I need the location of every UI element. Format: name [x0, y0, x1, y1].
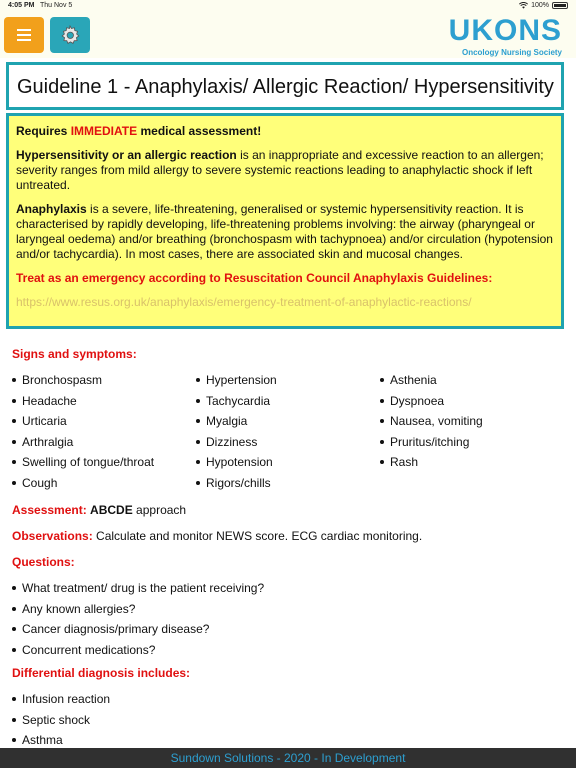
- list-item: Rash: [380, 454, 564, 475]
- questions-list: [12, 580, 564, 662]
- differential-heading: Differential diagnosis includes:: [12, 666, 191, 680]
- ukons-logo: [442, 16, 562, 56]
- list-item: Headache: [12, 393, 196, 414]
- list-item: Urticaria: [12, 413, 196, 434]
- signs-col-1: [12, 372, 196, 495]
- status-time: 4:05 PM: [8, 2, 35, 9]
- list-item: Dizziness: [196, 434, 380, 455]
- treat-emergency-text: Treat as an emergency according to Resuscitation Council Anaphylaxis Guidelines:: [16, 271, 493, 285]
- hypersensitivity-definition: [16, 148, 555, 193]
- info-box: [6, 113, 564, 329]
- assessment-text: approach: [132, 503, 187, 517]
- observations-label: Observations:: [12, 529, 93, 543]
- list-item: Swelling of tongue/throat: [12, 454, 196, 475]
- hamburger-menu-icon: [17, 29, 31, 41]
- logo-subtitle: Oncology Nursing Society: [461, 48, 562, 57]
- settings-button[interactable]: [50, 17, 90, 53]
- battery-percent: 100%: [531, 2, 549, 9]
- list-item: Pruritus/itching: [380, 434, 564, 455]
- status-bar: [0, 0, 576, 14]
- app-header: [0, 14, 576, 58]
- requires-prefix: Requires: [16, 124, 71, 138]
- logo-main: UKONS: [448, 14, 562, 47]
- hypersensitivity-term: Hypersensitivity or an allergic reaction: [16, 148, 237, 162]
- list-item: Cancer diagnosis/primary disease?: [12, 621, 564, 642]
- resus-guidelines-link[interactable]: https://www.resus.org.uk/anaphylaxis/emergency-treatment-of-anaphylactic-reactions/: [16, 295, 472, 309]
- signs-col-3: [380, 372, 564, 495]
- guideline-content: [12, 346, 564, 753]
- list-item: Asthma: [12, 732, 564, 753]
- observations-text: Calculate and monitor NEWS score. ECG cardiac monitoring.: [92, 529, 423, 543]
- list-item: Any known allergies?: [12, 601, 564, 622]
- list-item: Rigors/chills: [196, 475, 380, 496]
- assessment-line: [12, 502, 564, 528]
- status-date: Thu Nov 5: [40, 2, 73, 9]
- list-item: Cough: [12, 475, 196, 496]
- anaphylaxis-term: Anaphylaxis: [16, 202, 87, 216]
- anaphylaxis-text: is a severe, life-threatening, generalised or systemic hypersensitivity reaction. It is characterised by rapidly developing, life-threatening problems involving: the airway (pharyngeal or laryngeal oedema) and/or breathing (bronchospasm with tachypnoea) and/or circulation (hypotension and/or tachycardia). In most cases, there are associated skin and mucosal changes.: [16, 202, 553, 261]
- requires-suffix: medical assessment!: [137, 124, 262, 138]
- page-title: Guideline 1 - Anaphylaxis/ Allergic Reaction/ Hypersensitivity: [17, 76, 554, 98]
- gear-icon: [60, 25, 80, 45]
- list-item: Nausea, vomiting: [380, 413, 564, 434]
- requires-statement: [16, 124, 555, 139]
- treat-emergency: [16, 271, 555, 286]
- differential-list: [12, 691, 564, 753]
- battery-icon: [552, 2, 568, 9]
- signs-col-2: [196, 372, 380, 495]
- list-item: Hypotension: [196, 454, 380, 475]
- footer: Sundown Solutions - 2020 - In Development: [0, 748, 576, 768]
- guideline-title-box: [6, 62, 564, 110]
- list-item: Concurrent medications?: [12, 642, 564, 663]
- list-item: Bronchospasm: [12, 372, 196, 393]
- observations-line: [12, 528, 564, 554]
- list-item: Myalgia: [196, 413, 380, 434]
- menu-button[interactable]: [4, 17, 44, 53]
- anaphylaxis-definition: [16, 202, 555, 262]
- list-item: What treatment/ drug is the patient receiving?: [12, 580, 564, 601]
- status-indicators: [519, 2, 568, 9]
- list-item: Asthenia: [380, 372, 564, 393]
- hypersensitivity-text: is an inappropriate and excessive reaction to an allergen; severity ranges from mild allergy to severe systemic reactions leading to anaphylactic shock if left untreated.: [16, 148, 544, 192]
- wifi-icon: [519, 2, 528, 9]
- assessment-approach: ABCDE: [90, 503, 133, 517]
- list-item: Tachycardia: [196, 393, 380, 414]
- list-item: Hypertension: [196, 372, 380, 393]
- resus-link-line: [16, 295, 555, 310]
- requires-highlight: IMMEDIATE: [70, 124, 138, 138]
- signs-columns: [12, 372, 564, 495]
- list-item: Arthralgia: [12, 434, 196, 455]
- questions-heading: Questions:: [12, 555, 75, 569]
- assessment-label: Assessment:: [12, 503, 87, 517]
- signs-heading: Signs and symptoms:: [12, 347, 137, 361]
- list-item: Dyspnoea: [380, 393, 564, 414]
- list-item: Infusion reaction: [12, 691, 564, 712]
- list-item: Septic shock: [12, 712, 564, 733]
